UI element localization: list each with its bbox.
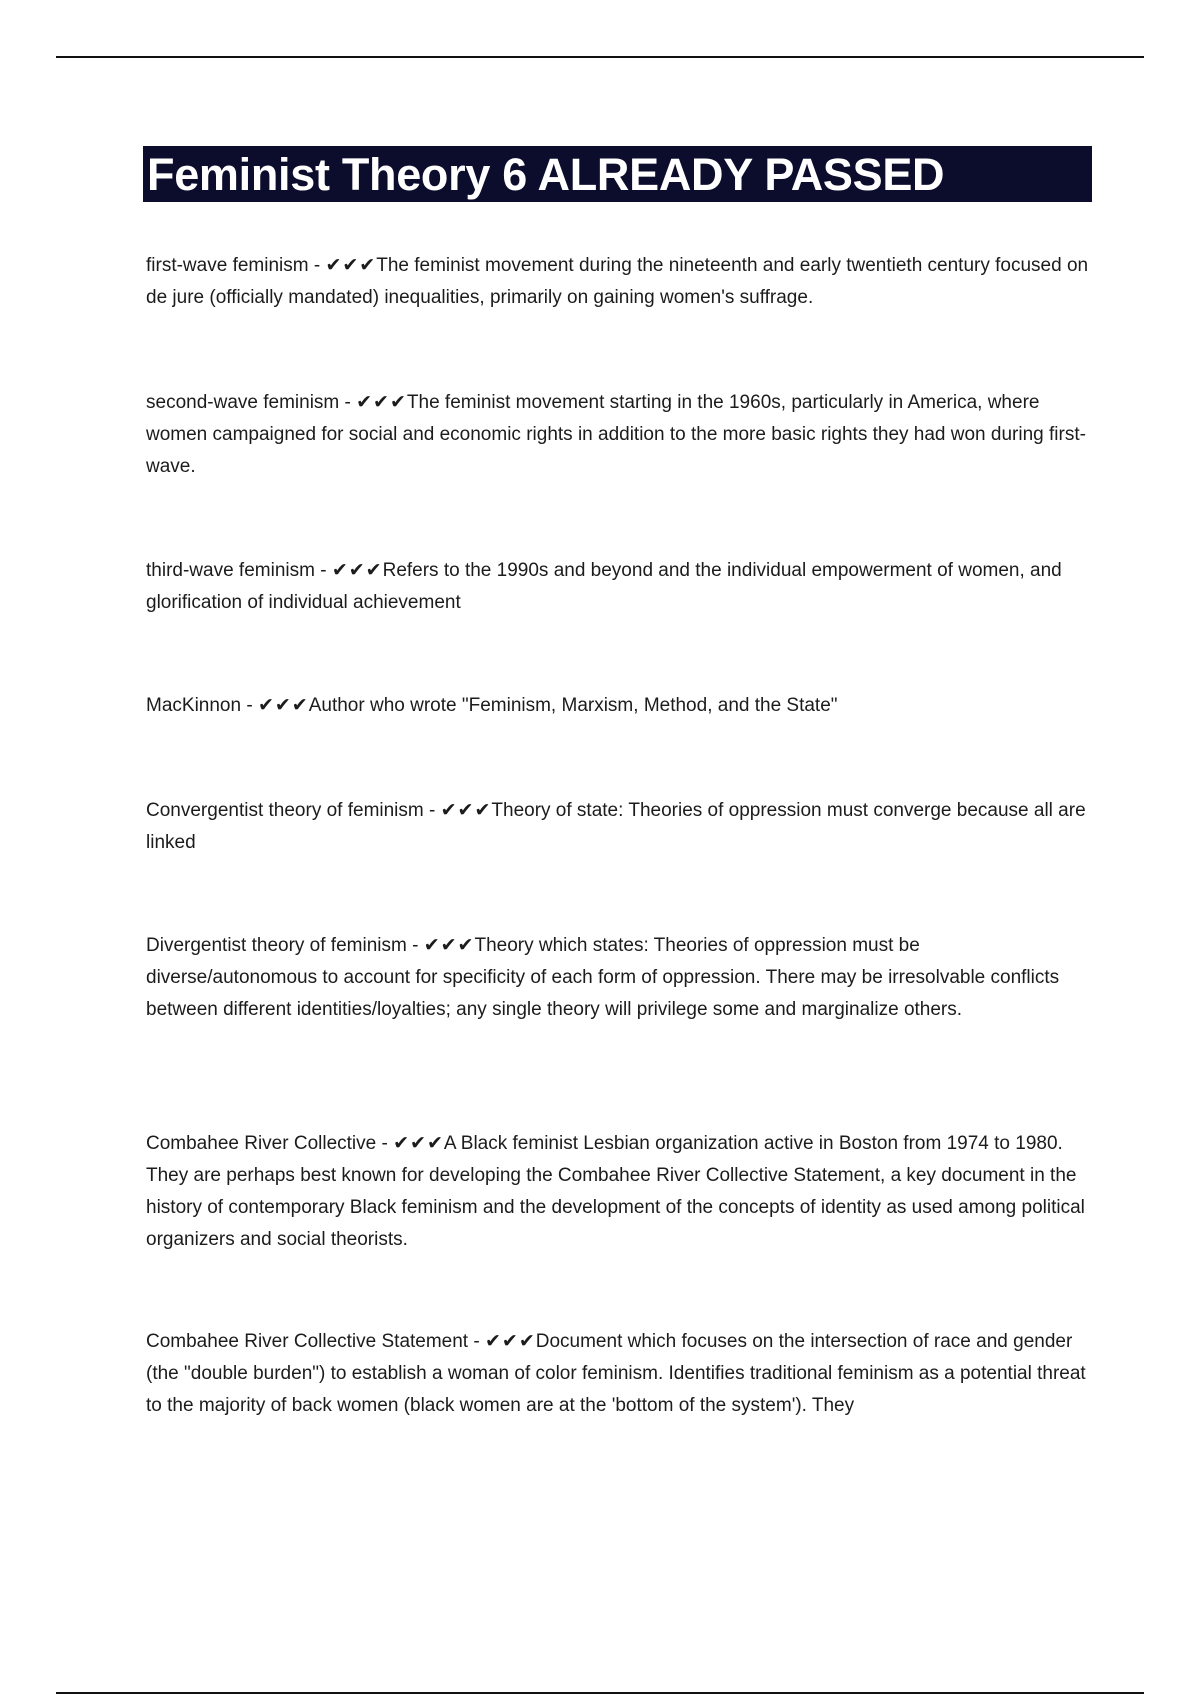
flashcard-entry: MacKinnon - ✔✔✔Author who wrote "Feminism, Marxism, Method, and the State" [146,695,838,716]
entry-definition: Refers to the 1990s and beyond and the individual empowerment of women, and glorification of individual achievement [146,560,1062,613]
check-mark-icon: ✔✔✔ [393,1133,444,1154]
entry-term: first-wave feminism [146,255,309,276]
entry-definition: The feminist movement starting in the 1960s, particularly in America, where women campaigned for social and economic rights in addition to the more basic rights they had won during first-wave. [146,392,1086,477]
flashcard-entry: Divergentist theory of feminism - ✔✔✔Theory which states: Theories of oppression must be diverse/autonomous to account for specificity of each form of oppression. There may be irresolvable conflicts between different identities/loyalties; any single theory will privilege some and marginalize others. [146,935,1060,1020]
check-mark-icon: ✔✔✔ [331,560,383,581]
entry-term: MacKinnon [146,695,242,716]
flashcard-entry: third-wave feminism - ✔✔✔Refers to the 1990s and beyond and the individual empowerment of women, and glorification of individual achievement [146,560,1062,613]
check-mark-icon: ✔✔✔ [423,935,475,956]
entry-term: Combahee River Collective [146,1133,377,1154]
flashcard-entry: Convergentist theory of feminism - ✔✔✔Theory of state: Theories of oppression must converge because all are linked [146,800,1086,853]
title-banner [143,146,1092,202]
check-mark-icon: ✔✔✔ [356,392,407,413]
check-mark-icon: ✔✔✔ [325,255,377,276]
check-mark-icon: ✔✔✔ [484,1331,536,1352]
flashcard-entry: Combahee River Collective Statement - ✔✔✔Document which focuses on the intersection of race and gender (the "double burden") to establish a woman of color feminism. Identifies traditional feminism as a potential threat to the majority of back women (black women are at the 'bottom of the system'). They [146,1331,1086,1416]
entry-term: second-wave feminism [146,392,340,413]
entry-term: third-wave feminism [146,560,315,581]
page-title: Feminist Theory 6 ALREADY PASSED [147,148,945,200]
flashcard-entry: Combahee River Collective - ✔✔✔A Black feminist Lesbian organization active in Boston from 1974 to 1980. They are perhaps best known for developing the Combahee River Collective Statement, a key document in the history of contemporary Black feminism and the development of the concepts of identity as used among political organizers and social theorists. [146,1133,1085,1250]
flashcard-entry: second-wave feminism - ✔✔✔The feminist movement starting in the 1960s, particularly in America, where women campaigned for social and economic rights in addition to the more basic rights they had won during first-wave. [146,392,1086,477]
check-mark-icon: ✔✔✔ [257,695,309,716]
top-divider [56,56,1144,58]
entry-term: Combahee River Collective Statement [146,1331,469,1352]
entry-definition: Theory of state: Theories of oppression must converge because all are linked [146,800,1086,853]
entry-definition: Theory which states: Theories of oppression must be diverse/autonomous to account for specificity of each form of oppression. There may be irresolvable conflicts between different identities/loyalties; any single theory will privilege some and marginalize others. [146,935,1060,1020]
entry-definition: Author who wrote "Feminism, Marxism, Method, and the State" [308,695,838,716]
check-mark-icon: ✔✔✔ [440,800,492,821]
entry-definition: Document which focuses on the intersection of race and gender (the "double burden") to establish a woman of color feminism. Identifies traditional feminism as a potential threat to the majority of back women (black women are at the 'bottom of the system'). They [146,1331,1086,1416]
bottom-divider [56,1692,1144,1694]
entry-term: Convergentist theory of feminism [146,800,424,821]
entry-term: Divergentist theory of feminism [146,935,407,956]
flashcard-entry: first-wave feminism - ✔✔✔The feminist movement during the nineteenth and early twentieth century focused on de jure (officially mandated) inequalities, primarily on gaining women's suffrage. [146,255,1089,308]
entry-definition: A Black feminist Lesbian organization active in Boston from 1974 to 1980. They are perhaps best known for developing the Combahee River Collective Statement, a key document in the history of contemporary Black feminism and the development of the concepts of identity as used among political organizers and social theorists. [146,1133,1085,1250]
entry-definition: The feminist movement during the nineteenth and early twentieth century focused on de jure (officially mandated) inequalities, primarily on gaining women's suffrage. [146,255,1089,308]
